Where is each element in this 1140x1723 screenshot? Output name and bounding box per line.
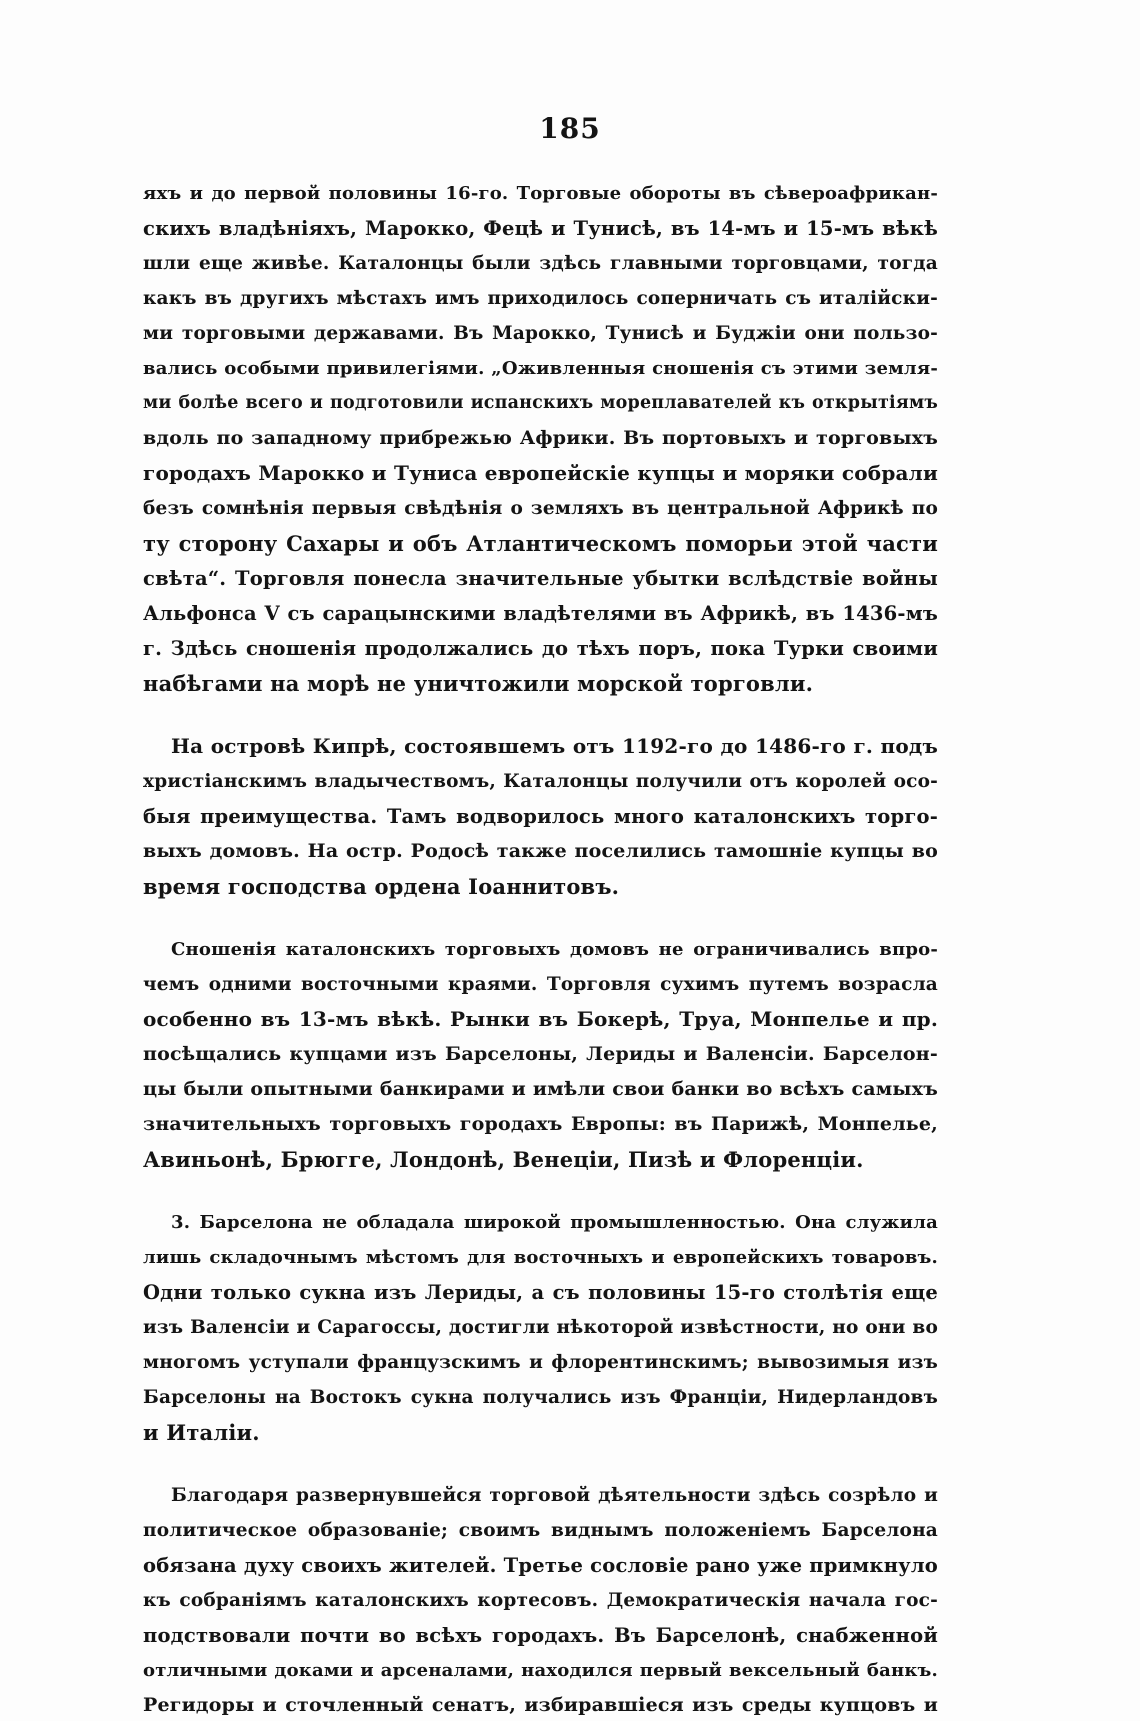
text-line: и Италіи.	[143, 1420, 260, 1445]
paragraph-gap	[143, 701, 938, 729]
text-line: г. Здѣсь сношенія продолжались до тѣхъ поръ, пока Турки своими	[143, 637, 938, 660]
page-number: 185	[539, 112, 601, 145]
text-line: къ собраніямъ каталонскихъ кортесовъ. Демократическія начала гос-	[143, 1590, 938, 1611]
text-line: какъ въ другихъ мѣстахъ имъ приходилось соперничать съ италійски-	[143, 288, 938, 309]
paragraph-1	[143, 176, 938, 701]
text-line: 3. Барселона не обладала широкой промышленностью. Она служила	[171, 1212, 938, 1233]
text-body	[143, 176, 938, 1723]
text-line: лишь складочнымъ мѣстомъ для восточныхъ и европейскихъ товаровъ.	[143, 1247, 938, 1268]
text-line: ту сторону Сахары и объ Атлантическомъ поморьи этой части	[143, 531, 938, 556]
text-line: вдоль по западному прибрежью Африки. Въ портовыхъ и торговыхъ	[143, 427, 938, 449]
text-line: значительныхъ торговыхъ городахъ Европы: въ Парижѣ, Монпелье,	[143, 1113, 938, 1135]
text-line: Одни только сукна изъ Лериды, а съ половины 15-го столѣтія еще	[143, 1281, 938, 1304]
text-line: многомъ уступали французскимъ и флорентинскимъ; вывозимыя изъ	[143, 1352, 938, 1373]
paragraph-gap	[143, 1177, 938, 1205]
text-line: ми торговыми державами. Въ Марокко, Тунисѣ и Буджіи они пользо-	[143, 323, 938, 344]
text-line: Барселоны на Востокъ сукна получались изъ Франціи, Нидерландовъ	[143, 1387, 938, 1408]
text-line: обязана духу своихъ жителей. Третье сословіе рано уже примкнуло	[143, 1554, 938, 1577]
paragraph-5	[143, 1478, 938, 1723]
paragraph-2	[143, 729, 938, 904]
text-line: свѣта“. Торговля понесла значительные убытки вслѣдствіе войны	[143, 567, 938, 590]
text-line: Авиньонѣ, Брюгге, Лондонѣ, Венеціи, Пизѣ и Флоренціи.	[143, 1147, 864, 1172]
text-line: Благодаря развернувшейся торговой дѣятельности здѣсь созрѣло и	[171, 1485, 938, 1506]
paragraph-gap	[143, 1450, 938, 1478]
text-line: особенно въ 13-мъ вѣкѣ. Рынки въ Бокерѣ, Труа, Монпелье и пр.	[143, 1007, 938, 1031]
text-line: цы были опытными банкирами и имѣли свои банки во всѣхъ самыхъ	[143, 1078, 938, 1100]
text-line: чемъ одними восточными краями. Торговля сухимъ путемъ возрасла	[143, 974, 938, 995]
text-line: Сношенія каталонскихъ торговыхъ домовъ не ограничивались впро-	[171, 939, 938, 960]
text-line: Регидоры и сточленный сенатъ, избиравшіеся изъ среды купцовъ и	[143, 1694, 938, 1716]
text-line: выхъ домовъ. На остр. Родосѣ также поселились тамошніе купцы во	[143, 840, 938, 862]
text-line: безъ сомнѣнія первыя свѣдѣнія о земляхъ въ центральной Африкѣ по	[143, 498, 938, 519]
text-line: посѣщались купцами изъ Барселоны, Лериды и Валенсіи. Барселон-	[143, 1043, 938, 1065]
text-line: шли еще живѣе. Каталонцы были здѣсь главными торговцами, тогда	[143, 253, 938, 274]
paragraph-3	[143, 932, 938, 1177]
text-line: яхъ и до первой половины 16-го. Торговые обороты въ сѣвероафрикан-	[143, 183, 938, 204]
text-line: ми болѣе всего и подготовили испанскихъ мореплавателей къ открытіямъ	[143, 393, 938, 413]
text-line: На островѣ Кипрѣ, состоявшемъ отъ 1192-го до 1486-го г. подъ	[171, 734, 938, 758]
text-line: отличными доками и арсеналами, находился первый вексельный банкъ.	[143, 1660, 938, 1681]
text-line: городахъ Марокко и Туниса европейскіе купцы и моряки собрали	[143, 461, 938, 485]
paragraph-gap	[143, 904, 938, 932]
text-line: вались особыми привилегіями. „Оживленныя сношенія съ этими земля-	[143, 358, 938, 379]
text-line: Альфонса V съ сарацынскими владѣтелями въ Африкѣ, въ 1436-мъ	[143, 602, 938, 625]
text-line: набѣгами на морѣ не уничтожили морской торговли.	[143, 671, 814, 696]
text-line: подствовали почти во всѣхъ городахъ. Въ Барселонѣ, снабженной	[143, 1624, 938, 1647]
text-line: скихъ владѣніяхъ, Марокко, Фецѣ и Тунисѣ, въ 14-мъ и 15-мъ вѣкѣ	[143, 217, 938, 240]
text-line: христіанскимъ владычествомъ, Каталонцы получили отъ королей осо-	[143, 771, 938, 792]
paragraph-4	[143, 1205, 938, 1450]
text-line: изъ Валенсіи и Сарагоссы, достигли нѣкоторой извѣстности, но они во	[143, 1317, 938, 1338]
text-line: время господства ордена Іоаннитовъ.	[143, 874, 620, 899]
text-line: быя преимущества. Тамъ водворилось много каталонскихъ торго-	[143, 805, 938, 828]
text-line: политическое образованіе; своимъ виднымъ положеніемъ Барселона	[143, 1520, 938, 1541]
